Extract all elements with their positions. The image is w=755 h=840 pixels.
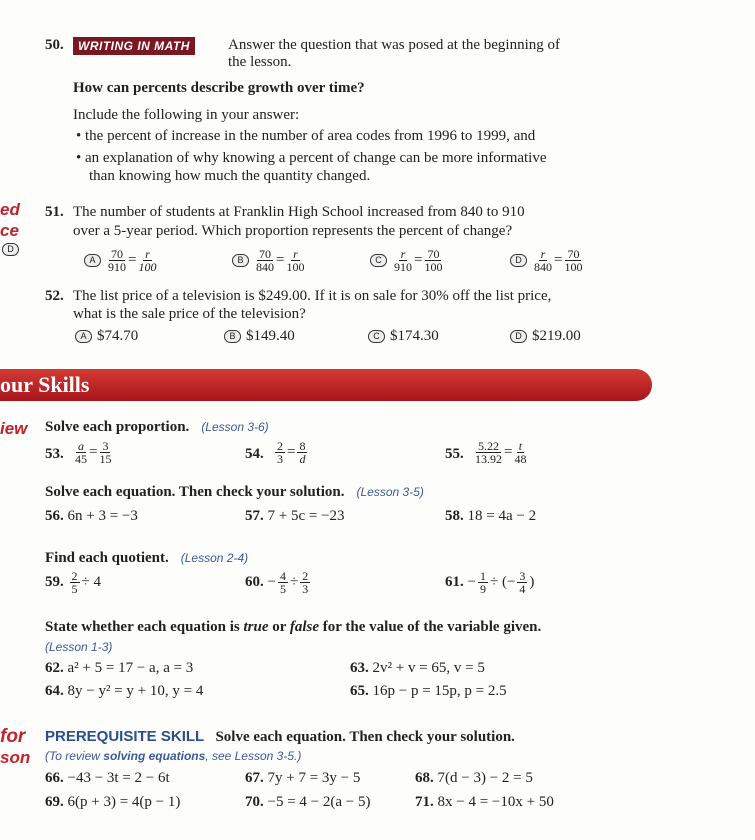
fraction: $\frac{70}{910}$ bbox=[108, 247, 126, 274]
exercise-number: 54. bbox=[245, 446, 264, 462]
exercise-text: Answer the question that was posed at the beginning of bbox=[228, 37, 561, 53]
bullet-item: • the percent of increase in the number of area codes from 1996 to 1999, and bbox=[76, 128, 536, 144]
badge-label: WRITING IN MATH bbox=[73, 37, 195, 55]
exercise-69: 69. 6(p + 3) = 4(p − 1) bbox=[45, 794, 181, 810]
exercise-67: 67. 7y + 7 = 3y − 5 bbox=[245, 770, 361, 786]
bullet-text: an explanation of why knowing a percent of change can be more informative bbox=[85, 150, 547, 166]
exercise-64: 64. 8y − y² = y + 10, y = 4 bbox=[45, 683, 204, 699]
fraction: $\frac{70}{100}$ bbox=[564, 247, 583, 274]
exercise-59: 59. $\frac{2}{5}$ ÷ 4 bbox=[45, 569, 101, 596]
answer-choice-d[interactable]: D $\frac{r}{840}$ = $\frac{70}{100}$ bbox=[510, 248, 584, 273]
choice-bubble: D bbox=[510, 254, 527, 267]
choice-bubble: C bbox=[370, 254, 387, 267]
exercise-text: the lesson. bbox=[228, 54, 292, 70]
choice-bubble: B bbox=[232, 254, 249, 267]
fraction: $\frac{r}{840}$ bbox=[534, 247, 552, 274]
lesson-ref: (Lesson 2-4) bbox=[180, 551, 249, 565]
exercise-61: 61. − $\frac{1}{9}$ ÷ (− $\frac{3}{4}$ ) bbox=[445, 569, 535, 596]
writing-badge bbox=[73, 37, 195, 55]
exercise-54: $\frac{2}{3}$ = $\frac{8}{d}$ bbox=[277, 439, 306, 466]
choice-bubble: C bbox=[368, 330, 385, 343]
fraction: $\frac{70}{100}$ bbox=[424, 247, 443, 274]
exercise-text: The list price of a television is $249.00. If it is on sale for 30% off the list price, bbox=[73, 288, 552, 304]
choice-value: $74.70 bbox=[97, 328, 139, 344]
section-heading: State whether each equation is true or false for the value of the variable given. bbox=[45, 619, 542, 635]
exercise-text: what is the sale price of the television? bbox=[73, 306, 306, 322]
instruction: Include the following in your answer: bbox=[73, 107, 300, 123]
prerequisite-heading: PREREQUISITE SKILL Solve each equation. Then check your solution. bbox=[45, 728, 515, 745]
margin-label: ce bbox=[0, 221, 19, 240]
choice-value: $149.40 bbox=[246, 328, 295, 344]
exercise-66: 66. −43 − 3t = 2 − 6t bbox=[45, 770, 170, 786]
choice-bubble: A bbox=[84, 254, 101, 267]
lesson-ref: (Lesson 1-3) bbox=[45, 640, 113, 654]
fraction: $\frac{r}{100}$ bbox=[286, 247, 305, 274]
bullet-text: than knowing how much the quantity changed. bbox=[89, 168, 371, 184]
choice-bubble: A bbox=[75, 330, 92, 343]
question: How can percents describe growth over time? bbox=[73, 80, 365, 96]
exercise-70: 70. −5 = 4 − 2(a − 5) bbox=[245, 794, 371, 810]
exercise-71: 71. 8x − 4 = −10x + 50 bbox=[415, 794, 554, 810]
margin-label: iew bbox=[0, 419, 28, 438]
bullet-text: the percent of increase in the number of area codes from 1996 to 1999, and bbox=[85, 128, 536, 144]
review-note: (To review solving equations, see Lesson 3-5.) bbox=[45, 749, 302, 763]
choice-bubble: B bbox=[224, 330, 241, 343]
fraction: $\frac{70}{840}$ bbox=[256, 247, 274, 274]
lesson-ref: (Lesson 3-6) bbox=[201, 420, 269, 434]
exercise-57: 57. 7 + 5c = −23 bbox=[245, 508, 345, 524]
exercise-number: 53. bbox=[45, 446, 64, 462]
exercise-53: $\frac{a}{45}$ = $\frac{3}{15}$ bbox=[75, 439, 112, 466]
section-heading: Solve each equation. Then check your solution. (Lesson 3-5) bbox=[45, 484, 424, 500]
exercise-68: 68. 7(d − 3) − 2 = 5 bbox=[415, 770, 533, 786]
exercise-number: 51. bbox=[45, 204, 64, 220]
exercise-58: 58. 18 = 4a − 2 bbox=[445, 508, 537, 524]
answer-choice-d[interactable] bbox=[510, 328, 581, 345]
test-prep-icon: D bbox=[2, 243, 19, 256]
section-heading: Solve each proportion. (Lesson 3-6) bbox=[45, 419, 269, 435]
bullet-item: • an explanation of why knowing a percent of change can be more informative bbox=[76, 150, 547, 166]
exercise-62: 62. a² + 5 = 17 − a, a = 3 bbox=[45, 660, 194, 676]
answer-choice-b[interactable] bbox=[224, 328, 295, 345]
exercise-number: 55. bbox=[445, 446, 464, 462]
exercise-number: 52. bbox=[45, 288, 64, 304]
exercise-60: 60. − $\frac{4}{5}$ ÷ $\frac{2}{3}$ bbox=[245, 569, 309, 596]
exercise-text: over a 5-year period. Which proportion represents the percent of change? bbox=[73, 223, 513, 239]
answer-choice-c[interactable] bbox=[368, 328, 439, 345]
section-banner bbox=[0, 369, 652, 401]
exercise-63: 63. 2v² + v = 65, v = 5 bbox=[350, 660, 485, 676]
choice-value: $174.30 bbox=[390, 328, 439, 344]
answer-choice-c[interactable]: C $\frac{r}{910}$ = $\frac{70}{100}$ bbox=[370, 248, 444, 273]
fraction: $\frac{r}{910}$ bbox=[394, 247, 412, 274]
choice-bubble: D bbox=[510, 330, 527, 343]
margin-label: ed bbox=[0, 200, 20, 219]
answer-choice-a[interactable]: A $\frac{70}{910}$ = $\frac{r}{100}$ bbox=[84, 248, 158, 273]
choice-value: $219.00 bbox=[532, 328, 581, 344]
answer-choice-a[interactable] bbox=[75, 328, 138, 345]
exercise-56: 56. 6n + 3 = −3 bbox=[45, 508, 138, 524]
exercise-55: $\frac{5.22}{13.92}$ = $\frac{t}{48}$ bbox=[475, 439, 527, 466]
margin-label: son bbox=[0, 748, 31, 767]
lesson-ref: (Lesson 3-5) bbox=[356, 485, 424, 499]
exercise-text: The number of students at Franklin High School increased from 840 to 910 bbox=[73, 204, 525, 220]
answer-choice-b[interactable]: B $\frac{70}{840}$ = $\frac{r}{100}$ bbox=[232, 248, 306, 273]
fraction: $\frac{r}{100}$ bbox=[138, 247, 157, 274]
banner-title: our Skills bbox=[0, 372, 90, 397]
section-heading: Find each quotient. (Lesson 2-4) bbox=[45, 550, 249, 566]
exercise-65: 65. 16p − p = 15p, p = 2.5 bbox=[350, 683, 507, 699]
exercise-number: 50. bbox=[45, 37, 64, 53]
margin-label: for bbox=[0, 726, 26, 747]
